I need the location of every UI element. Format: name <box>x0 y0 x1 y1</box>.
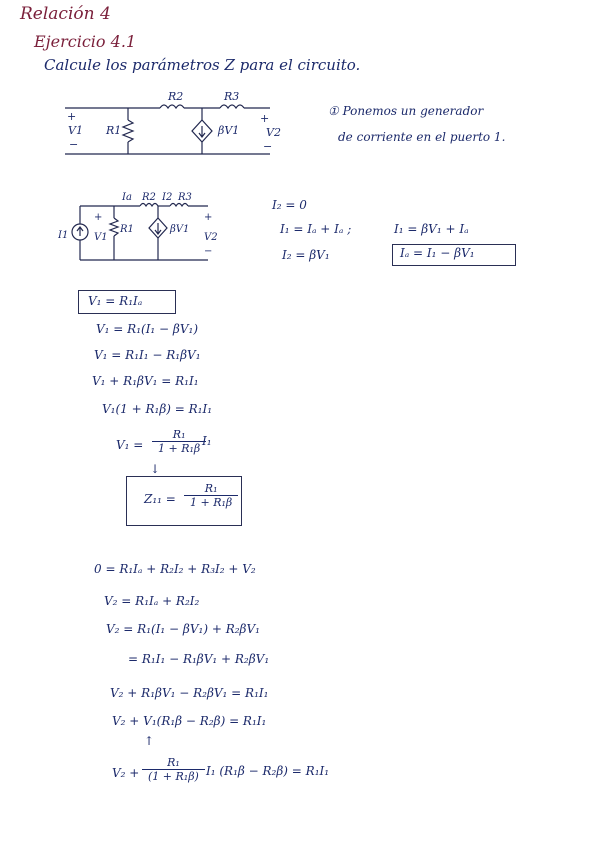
label-ia: Ia <box>122 192 132 203</box>
eq-v2-line7-lhs: V₂ + <box>112 766 140 780</box>
eq-v2-line4: = R₁I₁ − R₁βV₁ + R₂βV₁ <box>128 652 270 666</box>
note-line-1: ① Ponemos un generador <box>328 104 484 118</box>
label-minus-left: − <box>69 138 79 151</box>
fraction-z11-num: R₁ <box>184 482 238 496</box>
arrow-up: ↑ <box>144 734 155 748</box>
fraction-v2 <box>142 756 205 783</box>
exercise-title: Ejercicio 4.1 <box>34 32 137 51</box>
label-plus-b: + <box>204 212 213 223</box>
fraction-z11-den: 1 + R₁β <box>190 496 233 509</box>
label-minus: − <box>204 246 213 257</box>
circuit-diagram-2 <box>58 190 228 268</box>
eq-v2-line7-rhs: I₁ (R₁β − R₂β) = R₁I₁ <box>206 764 330 778</box>
fraction-v2-den: (1 + R₁β) <box>148 770 199 783</box>
fraction-v1-num: R₁ <box>152 428 206 442</box>
eq-kvl-line1: 0 = R₁Iₐ + R₂I₂ + R₃I₂ + V₂ <box>94 562 256 576</box>
eq-v1-line3: V₁ + R₁βV₁ = R₁I₁ <box>92 374 199 388</box>
label-v1: V1 <box>94 232 108 243</box>
fraction-z11 <box>184 482 238 509</box>
label-r1: R1 <box>106 124 122 137</box>
eq-v1-line2: V₁ = R₁I₁ − R₁βV₁ <box>94 348 201 362</box>
eq-i2-beta: I₂ = βV₁ <box>282 248 330 262</box>
eq-ia-boxed: Iₐ = I₁ − βV₁ <box>400 246 475 260</box>
label-minus-right: − <box>263 140 273 153</box>
eq-v2-line2: V₂ = R₁Iₐ + R₂I₂ <box>104 594 200 608</box>
label-beta-v1: βV1 <box>170 224 190 235</box>
eq-v2-line3: V₂ = R₁(I₁ − βV₁) + R₂βV₁ <box>106 622 260 636</box>
label-r2: R2 <box>142 192 156 203</box>
circuit-diagram-1 <box>60 90 300 162</box>
arrow-down: ↓ <box>150 462 161 476</box>
eq-v1-line5-lhs: V₁ = <box>116 438 144 452</box>
z11-lhs: Z₁₁ = <box>144 492 176 506</box>
eq-v1-line4: V₁(1 + R₁β) = R₁I₁ <box>102 402 213 416</box>
fraction-v1-den: 1 + R₁β <box>158 442 201 455</box>
label-i2: I2 <box>162 192 173 203</box>
label-plus-right: + <box>260 112 270 125</box>
eq-i1-beta: I₁ = βV₁ + Iₐ <box>394 222 469 236</box>
problem-statement: Calcule los parámetros Z para el circuito. <box>44 56 361 74</box>
label-v2: V2 <box>266 126 281 139</box>
page-title: Relación 4 <box>20 4 111 24</box>
label-r2: R2 <box>168 90 184 103</box>
label-v2: V2 <box>204 232 218 243</box>
eq-v2-line5: V₂ + R₁βV₁ − R₂βV₁ = R₁I₁ <box>110 686 269 700</box>
eq-i1-sum: I₁ = Iₐ + Iₐ ; <box>280 222 352 236</box>
eq-v1-line5-rhs: I₁ <box>202 434 212 448</box>
label-plus-left: + <box>67 110 77 123</box>
label-v1: V1 <box>68 124 83 137</box>
fraction-v1 <box>152 428 206 455</box>
label-r3: R3 <box>178 192 192 203</box>
eq-v2-line6: V₂ + V₁(R₁β − R₂β) = R₁I₁ <box>112 714 267 728</box>
eq-v1-boxed: V₁ = R₁Iₐ <box>88 294 143 308</box>
label-r3: R3 <box>224 90 240 103</box>
label-i1: I1 <box>58 230 69 241</box>
label-beta-v1: βV1 <box>218 124 240 137</box>
eq-i2-zero: I₂ = 0 <box>272 198 307 212</box>
note-line-2: de corriente en el puerto 1. <box>338 130 506 144</box>
eq-v1-line1: V₁ = R₁(I₁ − βV₁) <box>96 322 199 336</box>
label-r1: R1 <box>120 224 134 235</box>
label-plus-a: + <box>94 212 103 223</box>
fraction-v2-num: R₁ <box>142 756 205 770</box>
